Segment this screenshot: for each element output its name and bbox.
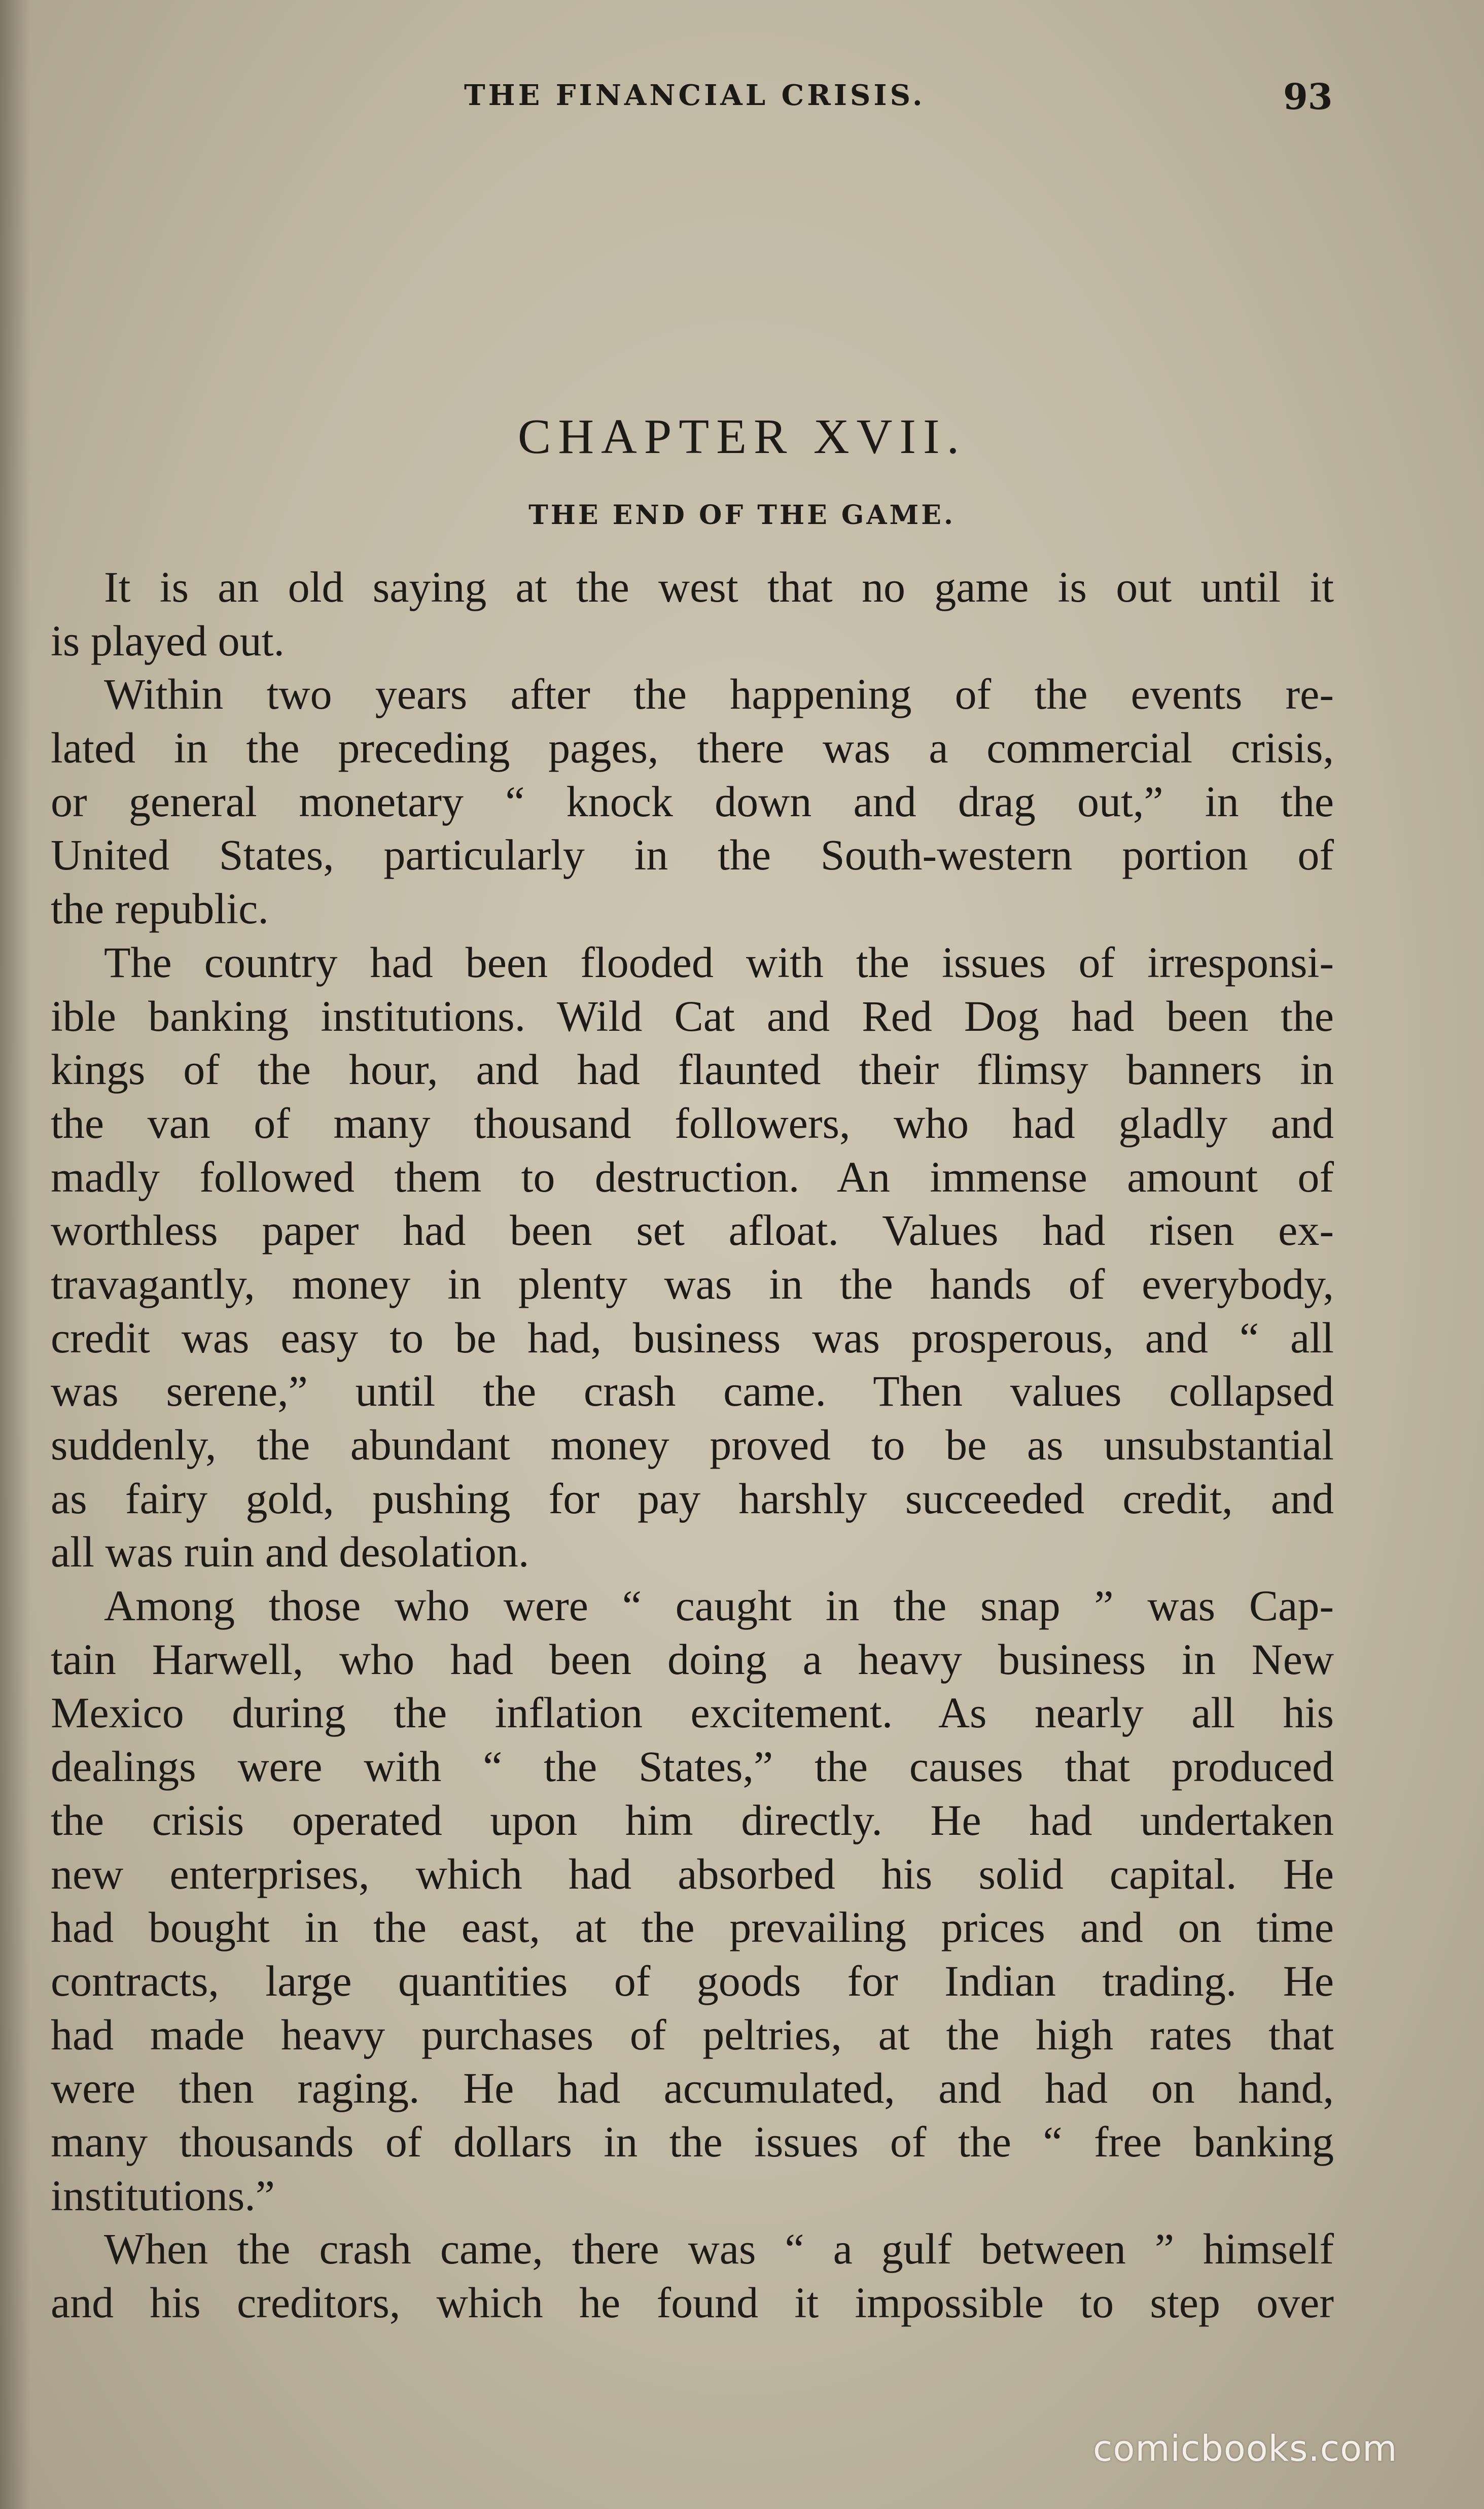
text-line: travagantly, money in plenty was in the hands of everybody,	[51, 1259, 1334, 1308]
text-line: the van of many thousand followers, who had gladly and	[51, 1098, 1334, 1147]
text-line: credit was easy to be had, business was prosperous, and “ all	[51, 1313, 1334, 1362]
body-text	[51, 561, 1334, 2330]
text-line: was serene,” until the crash came. Then values collapsed	[51, 1367, 1334, 1416]
text-line: all was ruin and desolation.	[51, 1527, 529, 1577]
text-line: kings of the hour, and had flaunted their flimsy banners in	[51, 1045, 1334, 1094]
text-line: lated in the preceding pages, there was a commercial crisis,	[51, 723, 1334, 773]
text-line: contracts, large quantities of goods for Indian trading. He	[51, 1956, 1334, 2005]
text-line: the republic.	[51, 884, 269, 933]
page-edge-shadow	[0, 0, 30, 2509]
text-line: Within two years after the happening of the events re-	[104, 670, 1334, 719]
text-line: Mexico during the inflation excitement. As nearly all his	[51, 1688, 1334, 1737]
text-line: The country had been flooded with the issues of irresponsi-	[104, 937, 1334, 987]
text-line: and his creditors, which he found it impossible to step over	[51, 2278, 1334, 2327]
text-line: or general monetary “ knock down and drag out,” in the	[51, 777, 1334, 826]
text-line: were then raging. He had accumulated, and had on hand,	[51, 2064, 1334, 2113]
text-line: ible banking institutions. Wild Cat and Red Dog had been the	[51, 991, 1334, 1040]
text-line: When the crash came, there was “ a gulf between ” himself	[104, 2224, 1334, 2274]
text-line: many thousands of dollars in the issues of the “ free banking	[51, 2117, 1334, 2166]
text-line: had bought in the east, at the prevailing prices and on time	[51, 1903, 1334, 1952]
running-title: THE FINANCIAL CRISIS.	[464, 79, 926, 112]
text-line: as fairy gold, pushing for pay harshly succeeded credit, and	[51, 1474, 1334, 1523]
page-number: 93	[1283, 76, 1333, 118]
text-line: the crisis operated upon him directly. He had undertaken	[51, 1795, 1334, 1844]
text-line: madly followed them to destruction. An immense amount of	[51, 1152, 1334, 1201]
text-line: dealings were with “ the States,” the causes that produced	[51, 1742, 1334, 1791]
chapter-subtitle: THE END OF THE GAME.	[528, 500, 956, 531]
text-line: new enterprises, which had absorbed his solid capital. He	[51, 1849, 1334, 1898]
text-line: worthless paper had been set afloat. Values had risen ex-	[51, 1206, 1334, 1255]
chapter-title: CHAPTER XVII.	[517, 409, 967, 464]
running-head	[0, 76, 1484, 124]
text-line: institutions.”	[51, 2171, 275, 2220]
text-line: United States, particularly in the South-western portion of	[51, 830, 1334, 880]
text-line: is played out.	[51, 616, 285, 665]
text-line: suddenly, the abundant money proved to be as unsubstantial	[51, 1420, 1334, 1469]
text-line: It is an old saying at the west that no game is out until it	[104, 563, 1334, 611]
text-line: had made heavy purchases of peltries, at the high rates that	[51, 2010, 1334, 2059]
text-line: tain Harwell, who had been doing a heavy business in New	[51, 1634, 1334, 1684]
text-line: Among those who were “ caught in the snap ” was Cap-	[104, 1581, 1334, 1630]
watermark: comicbooks.com	[1093, 2428, 1398, 2469]
